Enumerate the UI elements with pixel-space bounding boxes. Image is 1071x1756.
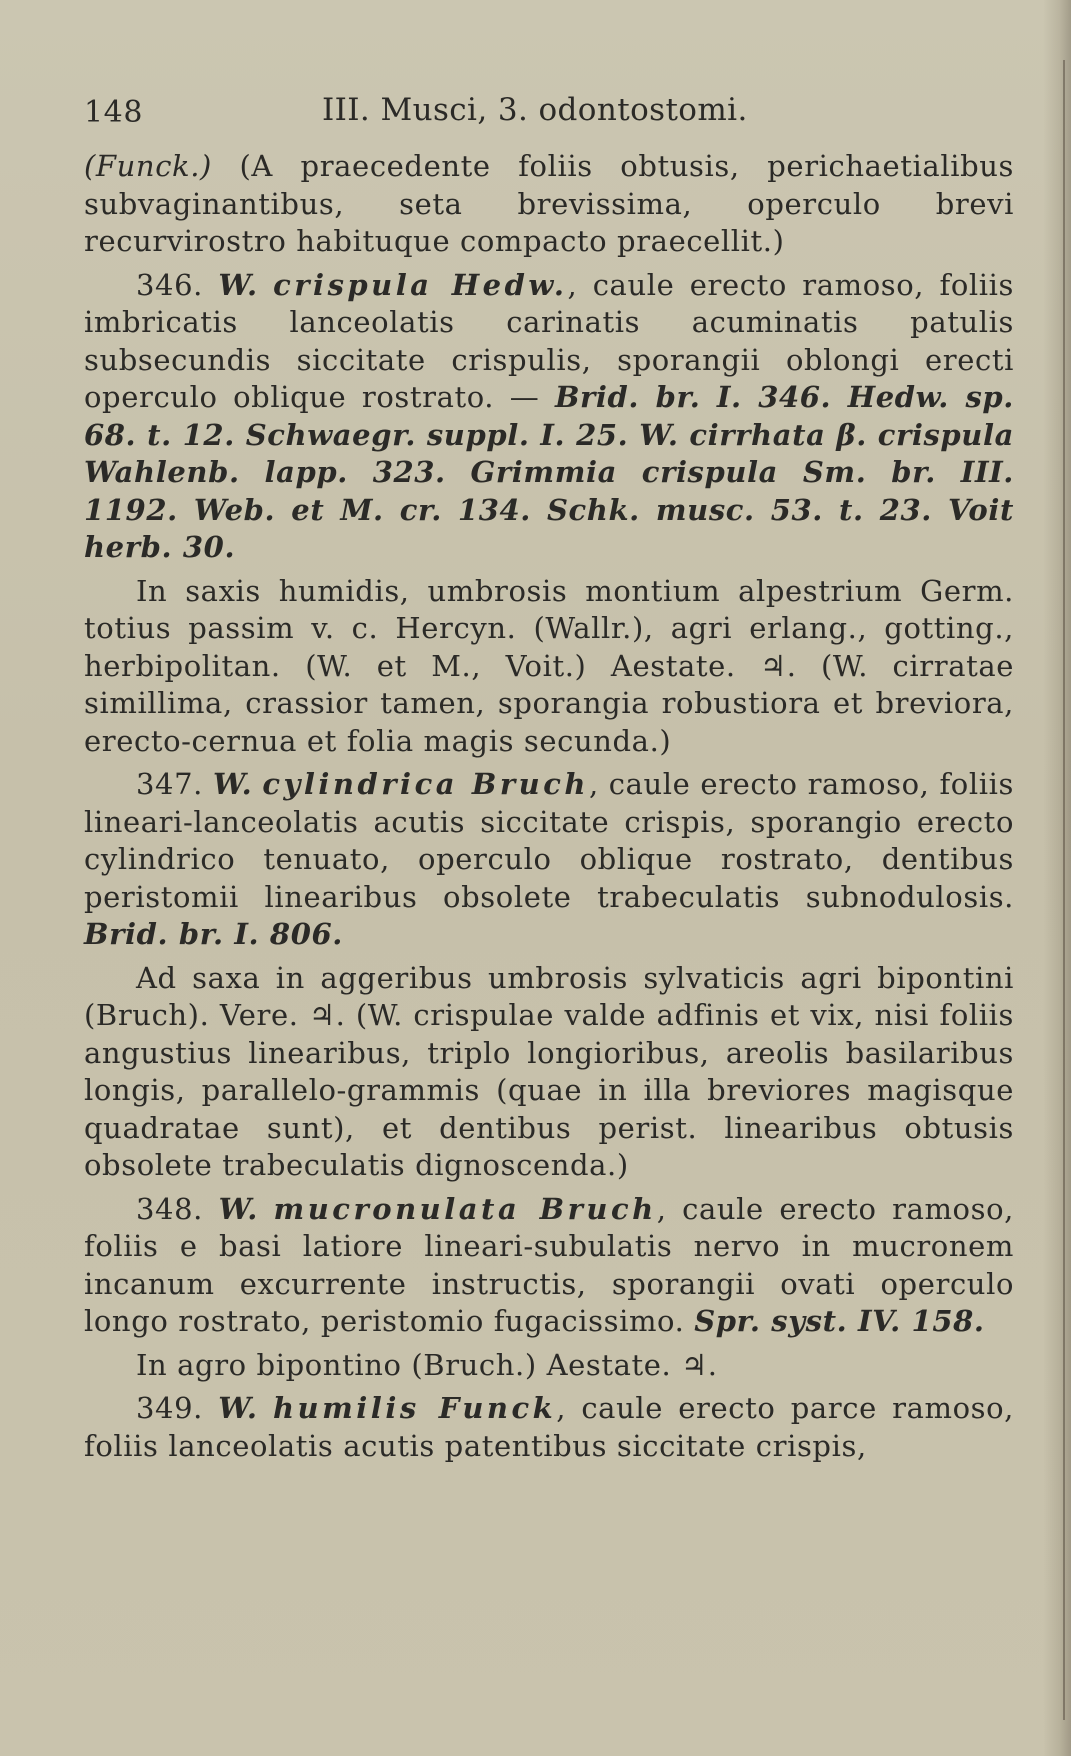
entry-habitat: In agro bipontino (Bruch.) Aestate. ♃. xyxy=(136,1347,718,1382)
page-number: 148 xyxy=(84,95,144,130)
entry-genus: W. xyxy=(218,1391,258,1425)
entry-species: crispula Hedw. xyxy=(273,267,568,302)
entry-references: Brid. br. I. 806. xyxy=(84,917,343,951)
entry-number: 349. xyxy=(136,1391,203,1425)
intro-author: (Funck.) xyxy=(84,149,212,183)
entry-diagnosis-text: , caule erecto ramoso, foliis e basi latiore lineari-subulatis nervo in mucronem incanum excurrente instructis, sporangii ovati operculo longo rostrato, peristomio fugacissimo. xyxy=(84,1191,1014,1338)
entry-habitat: Ad saxa in aggeribus umbrosis sylvaticis agri bipontini (Bruch). Vere. ♃. (W. crispulae valde adfinis et vix, nisi foliis angustius linearibus, triplo longioribus, areolis basilaribus longis, parallelo-grammis (quae in illa breviores magisque quadratae sunt), et dentibus perist. linearibus obtusis obsolete trabeculatis dignoscenda.) xyxy=(84,960,1014,1182)
entry-diagnosis xyxy=(84,267,1014,567)
entry-references: Spr. syst. IV. 158. xyxy=(694,1304,985,1338)
entry-number: 347. xyxy=(136,767,203,801)
page-header xyxy=(84,88,1014,134)
entry-diagnosis-text: , caule erecto ramoso, foliis lineari-lanceolatis acutis siccitate crispis, sporangio erecto cylindrico tenuato, operculo oblique rostrato, dentibus peristomii linearibus obsolete trabeculatis subnodulosis. xyxy=(84,767,1014,914)
entry-number: 346. xyxy=(136,267,203,302)
intro-paragraph xyxy=(84,148,1014,261)
entry-genus: W. xyxy=(218,267,258,302)
entry-diagnosis-text: , caule erecto ramoso, foliis imbricatis lanceolatis carinatis acuminatis patulis subsecundis siccitate crispulis, sporangii oblongi erecti operculo oblique rostrato. — xyxy=(84,267,1015,414)
running-head: III. Musci, 3. odontostomi. xyxy=(322,92,748,128)
entry-references: Brid. br. I. 346. Hedw. sp. 68. t. 12. Schwaegr. suppl. I. 25. W. cirrhata β. crispula Wahlenb. lapp. 323. Grimmia crispula Sm. br. III. 1192. Web. et M. cr. 134. Schk. musc. 53. t. 23. Voit herb. 30. xyxy=(84,380,1014,564)
page-edge-shadow xyxy=(1043,0,1071,1756)
text-block xyxy=(84,88,1014,1471)
entry-diagnosis xyxy=(84,1390,1014,1465)
entry-diagnosis xyxy=(84,1191,1014,1341)
intro-text: (A praecedente foliis obtusis, perichaetialibus subvaginantibus, seta brevissima, operculo brevi recurvirostro habituque compacto praecellit.) xyxy=(84,149,1014,258)
page-edge-line xyxy=(1063,60,1065,1720)
entry-genus: W. xyxy=(213,767,253,801)
entry-habitat: In saxis humidis, umbrosis montium alpestrium Germ. totius passim v. c. Hercyn. (Wallr.), agri erlang., gotting., herbipolitan. (W. et M., Voit.) Aestate. ♃. (W. cirratae simillima, crassior tamen, sporangia robustiora et breviora, erecto-cernua et folia magis secunda.) xyxy=(84,573,1014,758)
entry-species: mucronulata Bruch xyxy=(273,1191,657,1226)
entry-diagnosis-text: , caule erecto parce ramoso, foliis lanceolatis acutis patentibus siccitate crispis, xyxy=(84,1391,1014,1463)
entry-species: cylindrica Bruch xyxy=(262,767,589,801)
entry-species: humilis Funck xyxy=(272,1391,557,1425)
entry-number: 348. xyxy=(136,1191,203,1226)
entry-diagnosis xyxy=(84,766,1014,954)
entry-genus: W. xyxy=(218,1191,258,1226)
